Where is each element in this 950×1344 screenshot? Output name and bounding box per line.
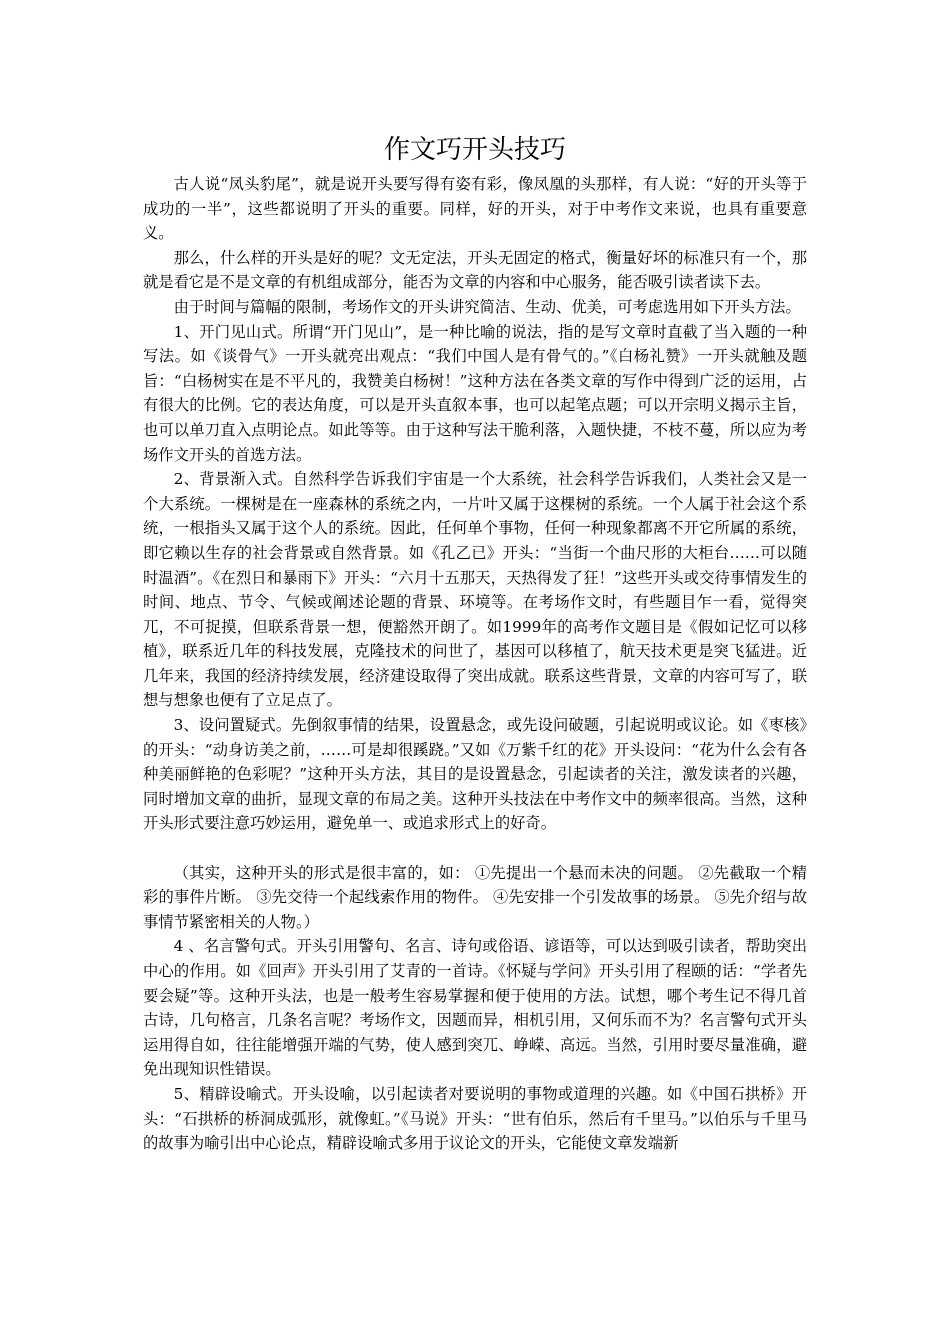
- paragraph-method-1: 1、开门见山式。所谓“开门见山”，是一种比喻的说法，指的是写文章时直截了当入题的一种写法。如《谈骨气》一开头就亮出观点：“我们中国人是有骨气的。”《白杨礼赞》一开头就触及题旨：“白杨树实在是不平凡的，我赞美白杨树！”这种方法在各类文章的写作中得到广泛的运用，占有很大的比例。它的表达角度，可以是开头直叙本事，也可以起笔点题；可以开宗明义揭示主旨，也可以单刀直入点明论点。如此等等。由于这种写法干脆利落，入题快捷，不枝不蔓，所以应为考场作文开头的首选方法。: [143, 322, 807, 464]
- paragraph-methods-intro: 由于时间与篇幅的限制，考场作文的开头讲究简洁、生动、优美，可考虑选用如下开头方法。: [173, 297, 801, 316]
- paragraph-intro: 古人说“凤头豹尾”，就是说开头要写得有姿有彩，像凤凰的头那样，有人说：“好的开头等于成功的一半”，这些都说明了开头的重要。同样，好的开头，对于中考作文来说，也具有重要意义。: [143, 175, 807, 243]
- paragraph-method-3-note: （其实，这种开头的形式是很丰富的，如： ①先提出一个悬而未决的问题。 ②先截取一个精彩的事件片断。 ③先交待一个起线索作用的物件。 ④先安排一个引发故事的场景。 ⑤先介绍与故事情节紧密相关的人物。）: [143, 863, 807, 931]
- paragraph-method-3: 3、设问置疑式。先倒叙事情的结果，设置悬念，或先设问破题，引起说明或议论。如《枣核》的开头：“动身访美之前，……可是却很蹊跷。”又如《万紫千红的花》开头设问：“花为什么会有各种美丽鲜艳的色彩呢？”这种开头方法，其目的是设置悬念，引起读者的关注，激发读者的兴趣，同时增加文章的曲折，显现文章的布局之美。这种开头技法在中考作文中的频率很高。当然，这种开头形式要注意巧妙运用，避免单一、或追求形式上的好奇。: [143, 716, 807, 833]
- document-body: [143, 172, 807, 1156]
- page-title: 作文巧开头技巧: [383, 135, 566, 165]
- paragraph-method-4: 4 、名言警句式。开头引用警句、名言、诗句或俗语、谚语等，可以达到吸引读者，帮助突出中心的作用。如《回声》开头引用了艾青的一首诗。《怀疑与学问》开头引用了程颐的话：“学者先要会疑”等。这种开头法，也是一般考生容易掌握和便于使用的方法。试想，哪个考生记不得几首古诗，几句格言，几条名言呢？考场作文，因题而异，相机引用，又何乐而不为？名言警句式开头运用得自如，往往能增强开端的气势，使人感到突兀、峥嵘、高远。当然，引用时要尽量准确，避免出现知识性错误。: [143, 937, 807, 1079]
- paragraph-criteria: 那么，什么样的开头是好的呢？文无定法，开头无固定的格式，衡量好坏的标准只有一个，那就是看它是不是文章的有机组成部分，能否为文章的内容和中心服务，能否吸引读者读下去。: [143, 248, 807, 292]
- paragraph-method-5: 5、精辟设喻式。开头设喻，以引起读者对要说明的事物或道理的兴趣。如《中国石拱桥》开头：“石拱桥的桥洞成弧形，就像虹。”《马说》开头：“世有伯乐，然后有千里马。”以伯乐与千里马的故事为喻引出中心论点，精辟设喻式多用于议论文的开头，它能使文章发端新: [143, 1084, 807, 1153]
- paragraph-method-2: 2、背景渐入式。自然科学告诉我们宇宙是一个大系统，社会科学告诉我们，人类社会又是一个大系统。一棵树是在一座森林的系统之内，一片叶又属于这棵树的系统。一个人属于社会这个系统，一根指头又属于这个人的系统。因此，任何单个事物，任何一种现象都离不开它所属的系统，即它赖以生存的社会背景或自然背景。如《孔乙已》开头：“当街一个曲尺形的大柜台……可以随时温酒”。《在烈日和暴雨下》开头：“六月十五那天，天热得发了狂！”这些开头或交待事情发生的时间、地点、节令、气候或阐述论题的背景、环境等。在考场作文时，有些题目乍一看，觉得突兀，不可捉摸，但联系背景一想，便豁然开朗了。如1999年的高考作文题目是《假如记忆可以移植》，联系近几年的科技发展，克隆技术的问世了，基因可以移植了，航天技术更是突飞猛进。近几年来，我国的经济持续发展，经济建设取得了突出成就。联系这些背景，文章的内容可写了，联想与想象也便有了立足点了。: [143, 470, 807, 710]
